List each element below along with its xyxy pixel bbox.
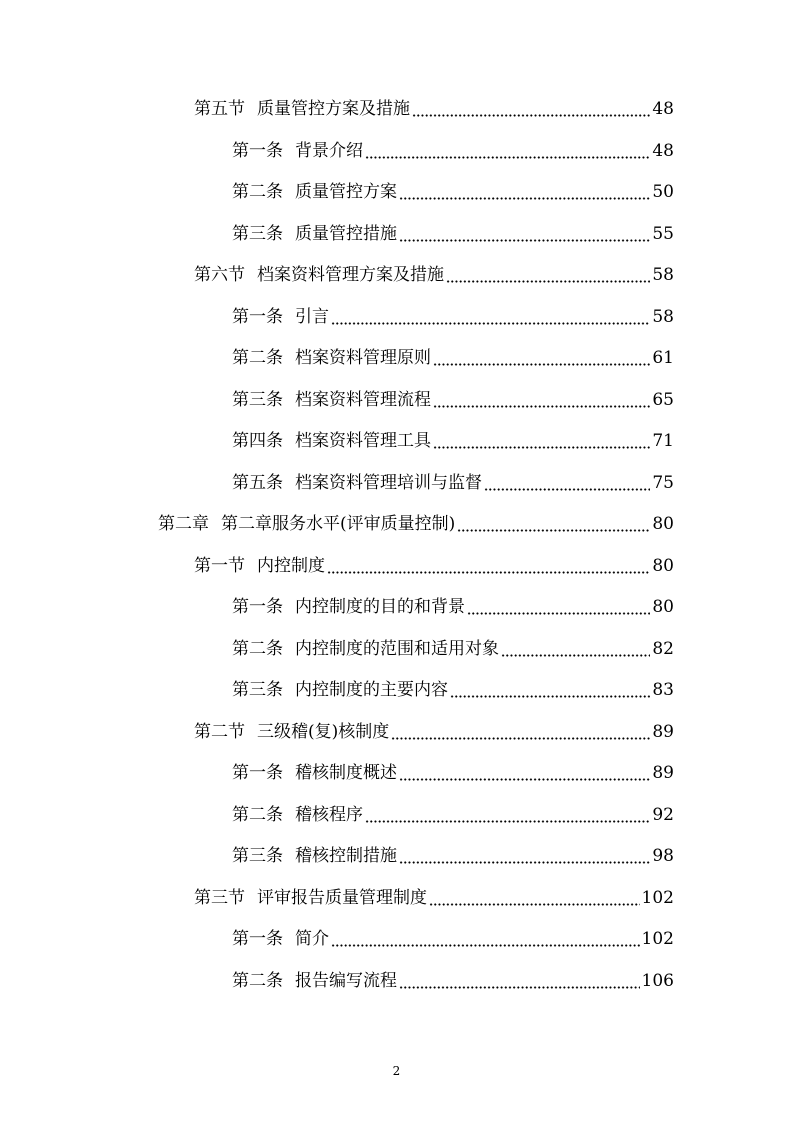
toc-entry-title: 质量管控方案及措施 — [257, 99, 410, 119]
toc-entry-title: 档案资料管理原则 — [295, 348, 431, 368]
toc-entry-title: 简介 — [295, 929, 329, 949]
toc-entry[interactable] — [232, 756, 674, 790]
toc-entry-number: 第一条 — [232, 307, 283, 327]
toc-entry-title: 内控制度的目的和背景 — [295, 597, 465, 617]
toc-entry-title: 档案资料管理方案及措施 — [257, 265, 444, 285]
toc-dot-leader — [365, 134, 650, 168]
toc-entry-page: 71 — [652, 431, 674, 451]
toc-dot-leader — [484, 466, 650, 500]
toc-dot-leader — [391, 715, 650, 749]
toc-entry-page: 61 — [652, 348, 674, 368]
toc-dot-leader — [399, 964, 640, 998]
toc-dot-leader — [433, 383, 650, 417]
toc-entry-number: 第二条 — [232, 639, 283, 659]
toc-entry[interactable] — [232, 466, 674, 500]
page-number: 2 — [392, 1064, 401, 1078]
toc-entry-title: 评审报告质量管理制度 — [257, 888, 427, 908]
toc-entry-title: 内控制度 — [257, 556, 325, 576]
toc-entry[interactable] — [232, 217, 674, 251]
toc-entry-page: 89 — [652, 722, 674, 742]
toc-entry[interactable] — [232, 341, 674, 375]
toc-entry[interactable] — [232, 175, 674, 209]
toc-entry-title: 稽核程序 — [295, 805, 363, 825]
toc-entry-number: 第二条 — [232, 348, 283, 368]
toc-entry[interactable] — [194, 715, 674, 749]
toc-entry-title: 稽核控制措施 — [295, 846, 397, 866]
toc-entry-title: 第二章服务水平(评审质量控制) — [221, 514, 456, 534]
toc-entry-page: 82 — [652, 639, 674, 659]
toc-entry-page: 80 — [652, 514, 674, 534]
toc-entry-number: 第二节 — [194, 722, 245, 742]
toc-dot-leader — [450, 673, 650, 707]
toc-entry-number: 第三节 — [194, 888, 245, 908]
toc-entry-number: 第一条 — [232, 929, 283, 949]
toc-entry-title: 内控制度的主要内容 — [295, 680, 448, 700]
toc-entry-title: 质量管控措施 — [295, 224, 397, 244]
toc-entry-number: 第二条 — [232, 971, 283, 991]
toc-entry-number: 第三条 — [232, 390, 283, 410]
toc-dot-leader — [467, 590, 650, 624]
toc-entry[interactable] — [232, 134, 674, 168]
toc-entry-page: 102 — [641, 888, 674, 908]
toc-entry-title: 背景介绍 — [295, 141, 363, 161]
toc-entry-number: 第六节 — [194, 265, 245, 285]
toc-entry-page: 80 — [652, 597, 674, 617]
toc-entry[interactable] — [232, 798, 674, 832]
toc-entry-title: 质量管控方案 — [295, 182, 397, 202]
toc-entry[interactable] — [194, 92, 674, 126]
toc-entry-page: 106 — [641, 971, 674, 991]
toc-entry[interactable] — [158, 507, 674, 541]
toc-entry-title: 稽核制度概述 — [295, 763, 397, 783]
toc-dot-leader — [433, 341, 650, 375]
toc-entry-page: 75 — [652, 473, 674, 493]
toc-entry-title: 报告编写流程 — [295, 971, 397, 991]
toc-dot-leader — [327, 549, 650, 583]
toc-entry-page: 83 — [652, 680, 674, 700]
toc-entry-number: 第一节 — [194, 556, 245, 576]
toc-dot-leader — [399, 756, 650, 790]
toc-entry-page: 50 — [652, 182, 674, 202]
toc-dot-leader — [429, 881, 640, 915]
toc-entry-title: 档案资料管理培训与监督 — [295, 473, 482, 493]
toc-dot-leader — [501, 632, 650, 666]
toc-entry-title: 三级稽(复)核制度 — [257, 722, 390, 742]
toc-entry-number: 第四条 — [232, 431, 283, 451]
toc-entry-page: 58 — [652, 265, 674, 285]
toc-entry-page: 48 — [652, 99, 674, 119]
toc-entry[interactable] — [194, 881, 674, 915]
toc-dot-leader — [433, 424, 650, 458]
toc-entry[interactable] — [232, 590, 674, 624]
toc-dot-leader — [331, 922, 640, 956]
toc-entry[interactable] — [194, 258, 674, 292]
toc-dot-leader — [365, 798, 650, 832]
toc-dot-leader — [399, 217, 650, 251]
toc-entry-page: 65 — [652, 390, 674, 410]
toc-entry-title: 档案资料管理流程 — [295, 390, 431, 410]
toc-entry-number: 第一条 — [232, 597, 283, 617]
toc-entry-number: 第五条 — [232, 473, 283, 493]
toc-dot-leader — [412, 92, 650, 126]
toc-entry-number: 第二条 — [232, 182, 283, 202]
toc-entry-number: 第三条 — [232, 224, 283, 244]
toc-entry-page: 58 — [652, 307, 674, 327]
toc-entry-page: 92 — [652, 805, 674, 825]
toc-entry-number: 第三条 — [232, 846, 283, 866]
toc-entry-title: 内控制度的范围和适用对象 — [295, 639, 499, 659]
toc-dot-leader — [399, 175, 650, 209]
toc-entry-page: 98 — [652, 846, 674, 866]
toc-entry-title: 引言 — [295, 307, 329, 327]
toc-entry-page: 48 — [652, 141, 674, 161]
toc-entry[interactable] — [232, 922, 674, 956]
toc-entry-number: 第一条 — [232, 141, 283, 161]
toc-entry[interactable] — [232, 300, 674, 334]
toc-dot-leader — [446, 258, 650, 292]
toc-dot-leader — [331, 300, 650, 334]
toc-entry-page: 89 — [652, 763, 674, 783]
toc-entry[interactable] — [232, 964, 674, 998]
toc-entry-number: 第一条 — [232, 763, 283, 783]
toc-entry[interactable] — [232, 632, 674, 666]
toc-entry-number: 第五节 — [194, 99, 245, 119]
toc-entry[interactable] — [232, 424, 674, 458]
toc-dot-leader — [457, 507, 650, 541]
toc-dot-leader — [399, 839, 650, 873]
toc-entry[interactable] — [232, 383, 674, 417]
toc-entry[interactable] — [194, 549, 674, 583]
toc-entry-page: 102 — [641, 929, 674, 949]
toc-entry-number: 第三条 — [232, 680, 283, 700]
toc-entry-title: 档案资料管理工具 — [295, 431, 431, 451]
toc-entry[interactable] — [232, 839, 674, 873]
toc-entry-page: 55 — [652, 224, 674, 244]
toc-entry[interactable] — [232, 673, 674, 707]
toc-entry-number: 第二条 — [232, 805, 283, 825]
toc-entry-number: 第二章 — [158, 514, 209, 534]
toc-entry-page: 80 — [652, 556, 674, 576]
